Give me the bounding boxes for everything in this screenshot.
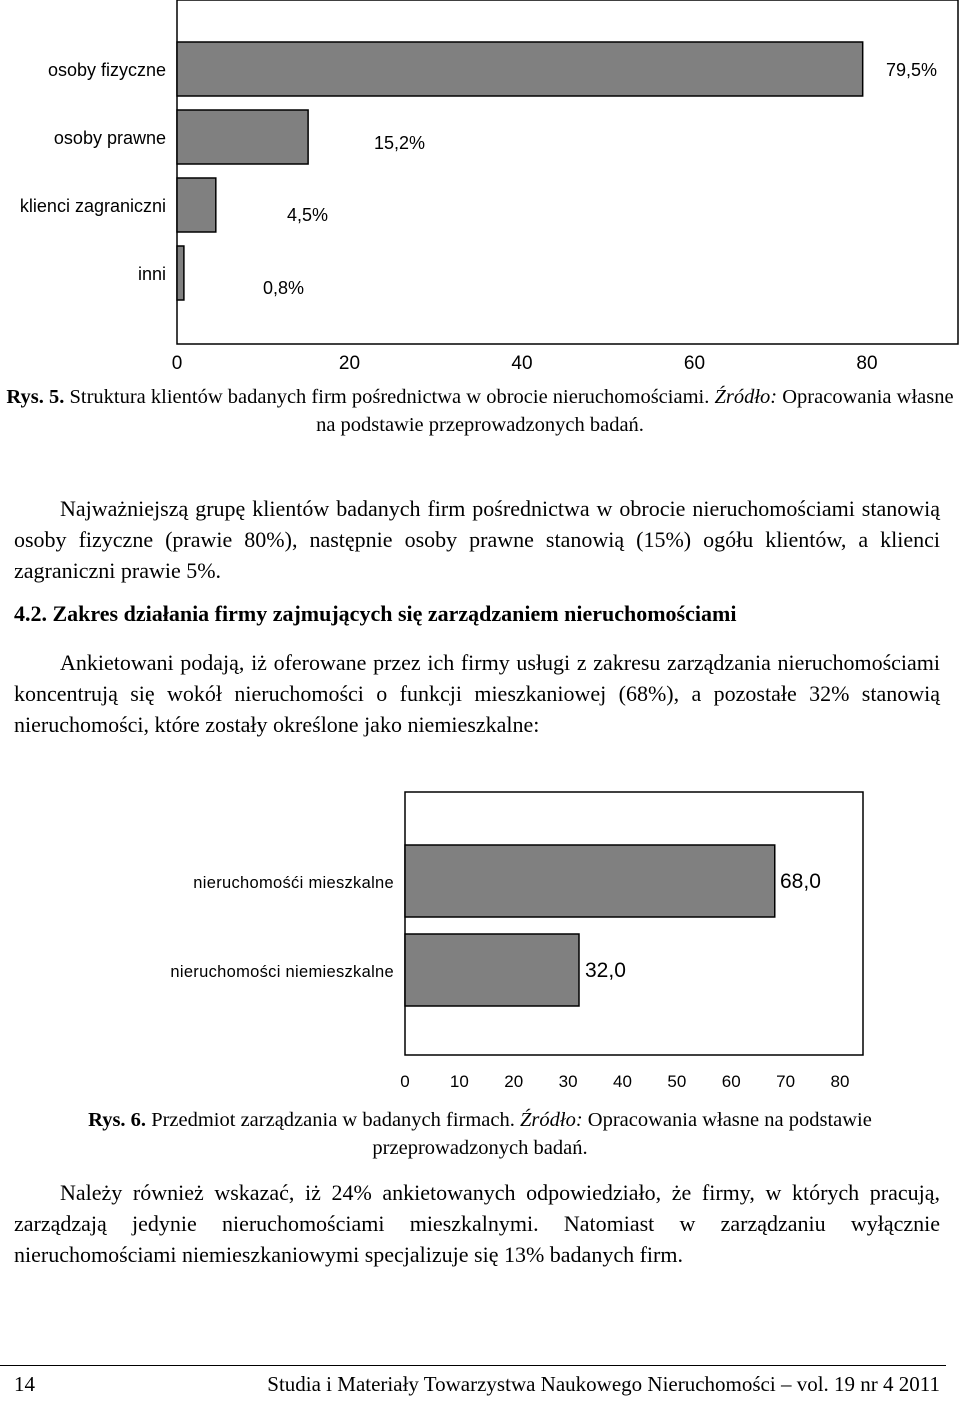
x-tick-label-7: 70	[776, 1072, 796, 1091]
x-tick-label-6: 60	[721, 1072, 741, 1091]
data-label-0: 68,0	[780, 870, 821, 893]
category-label-0: nieruchomośći mieszkalne	[193, 874, 394, 892]
bar-1	[405, 934, 579, 1006]
category-label-1: osoby prawne	[53, 128, 166, 148]
x-tick-label-0: 0	[400, 1072, 410, 1091]
x-tick-label-2: 40	[511, 353, 533, 374]
data-label-0: 79,5%	[886, 60, 938, 80]
x-tick-label-8: 80	[830, 1072, 850, 1091]
category-label-2: klienci zagraniczni	[19, 196, 166, 216]
data-label-1: 15,2%	[374, 133, 426, 153]
x-tick-label-2: 20	[504, 1072, 524, 1091]
bar-1	[177, 110, 308, 164]
x-tick-label-0: 0	[171, 353, 183, 374]
bar-0	[177, 42, 863, 96]
footer-rule	[0, 1365, 946, 1366]
category-label-3: inni	[137, 264, 166, 284]
data-label-1: 32,0	[585, 959, 626, 982]
category-label-0: osoby fizyczne	[47, 60, 166, 80]
data-label-2: 4,5%	[287, 205, 329, 225]
x-tick-label-3: 30	[558, 1072, 578, 1091]
x-tick-label-1: 10	[449, 1072, 469, 1091]
bar-3	[177, 246, 184, 300]
figure-6-caption: Rys. 6. Przedmiot zarządzania w badanych firmach. Źródło: Opracowania własne na podstawie przeprowadzonych badań.	[88, 1109, 872, 1159]
x-tick-label-3: 60	[683, 353, 706, 374]
data-label-3: 0,8%	[263, 278, 305, 298]
x-tick-label-4: 80	[856, 353, 878, 374]
paragraph-client-groups: Najważniejszą grupę klientów badanych firm pośrednictwa w obrocie nieruchomościami stanowią osoby fizyczne (prawie 80%), następnie osoby prawne stanowią (15%) ogółu klientów, a klienci zagraniczni prawie 5%.	[14, 496, 940, 583]
x-tick-label-4: 40	[613, 1072, 632, 1091]
bar-2	[177, 178, 216, 232]
plot-frame	[405, 792, 863, 1055]
paragraph-management-scope: Ankietowani podają, iż oferowane przez ich firmy usługi z zakresu zarządzania nieruchomościami koncentrują się wokół nieruchomości o funkcji mieszkaniowej (68%), a pozostałe 32% stanowią nieruchomości, które zostały określone jako niemieszkalne:	[14, 650, 940, 737]
x-tick-label-5: 50	[667, 1072, 687, 1091]
figure-5-caption: Rys. 5. Struktura klientów badanych firm pośrednictwa w obrocie nieruchomościami. Źródło: Opracowania własne na podstawie przeprowadzonych badań.	[6, 386, 954, 436]
paragraph-specialization: Należy również wskazać, iż 24% ankietowanych odpowiedziało, że firmy, w których pracują, zarządzają jedynie nieruchomościami mieszkalnymi. Natomiast w zarządzaniu wyłącznie nieruchomościami niemieszkaniowymi specjalizuje się 13% badanych firm.	[14, 1180, 940, 1267]
page-number: 14	[14, 1372, 35, 1396]
journal-title: Studia i Materiały Towarzystwa Naukowego Nieruchomości – vol. 19 nr 4 2011	[267, 1372, 940, 1396]
category-label-1: nieruchomości niemieszkalne	[170, 963, 394, 981]
x-tick-label-1: 20	[338, 353, 361, 374]
client-structure-chart	[0, 0, 960, 385]
bar-0	[405, 845, 775, 917]
management-subject-chart	[0, 785, 960, 1100]
section-heading: 4.2. Zakres działania firmy zajmujących się zarządzaniem nieruchomościami	[14, 601, 737, 626]
